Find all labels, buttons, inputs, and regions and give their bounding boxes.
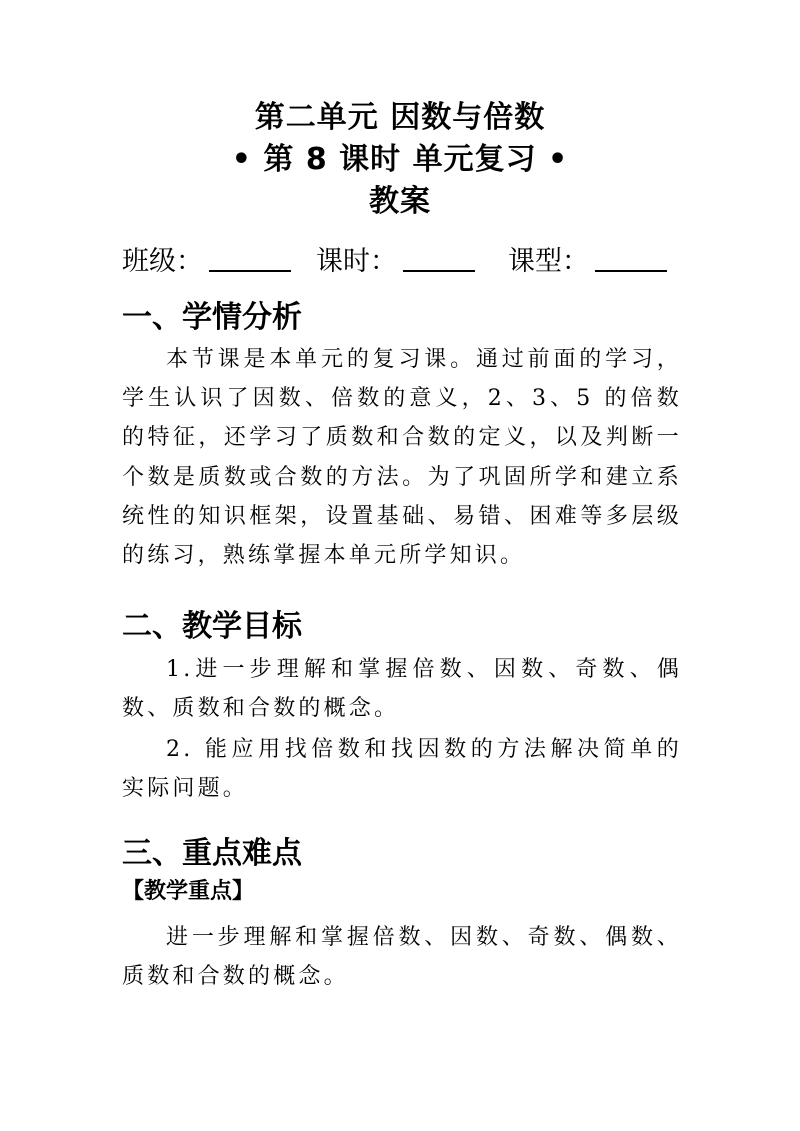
analysis-heading: 一、学情分析 — [122, 300, 302, 335]
period-field — [316, 242, 475, 282]
key-points-subheading: 【教学重点】 — [122, 879, 255, 904]
doc-type-title: 教案 — [369, 184, 431, 219]
goal-item-2: 2. 能应用找倍数和找因数的方法解决简单的实际问题。 — [122, 737, 682, 802]
class-label: 班级： — [122, 246, 203, 277]
period-blank-line — [403, 242, 475, 272]
class-field — [122, 242, 291, 282]
lesson-title: • 第 8 课时 单元复习 • — [231, 142, 569, 177]
meta-row — [122, 242, 682, 282]
type-field — [508, 242, 667, 282]
type-blank-line — [595, 242, 667, 272]
goal-item-1: 1.进一步理解和掌握倍数、因数、奇数、偶数、质数和合数的概念。 — [122, 657, 682, 722]
class-blank-line — [209, 242, 291, 272]
key-points-heading: 三、重点难点 — [122, 836, 302, 871]
key-points-paragraph: 进一步理解和掌握倍数、因数、奇数、偶数、质数和合数的概念。 — [122, 925, 682, 990]
goals-heading: 二、教学目标 — [122, 609, 302, 644]
type-label: 课型： — [508, 246, 589, 277]
unit-title: 第二单元 因数与倍数 — [254, 100, 546, 135]
analysis-paragraph: 本节课是本单元的复习课。通过前面的学习，学生认识了因数、倍数的意义，2、3、5 的倍数的特征，还学习了质数和合数的定义，以及判断一个数是质数或合数的方法。为了巩固所学和建立系统性的知识框架，设置基础、易错、困难等多层级的练习，熟练掌握本单元所学知识。 — [122, 347, 682, 569]
period-label: 课时： — [316, 246, 397, 277]
